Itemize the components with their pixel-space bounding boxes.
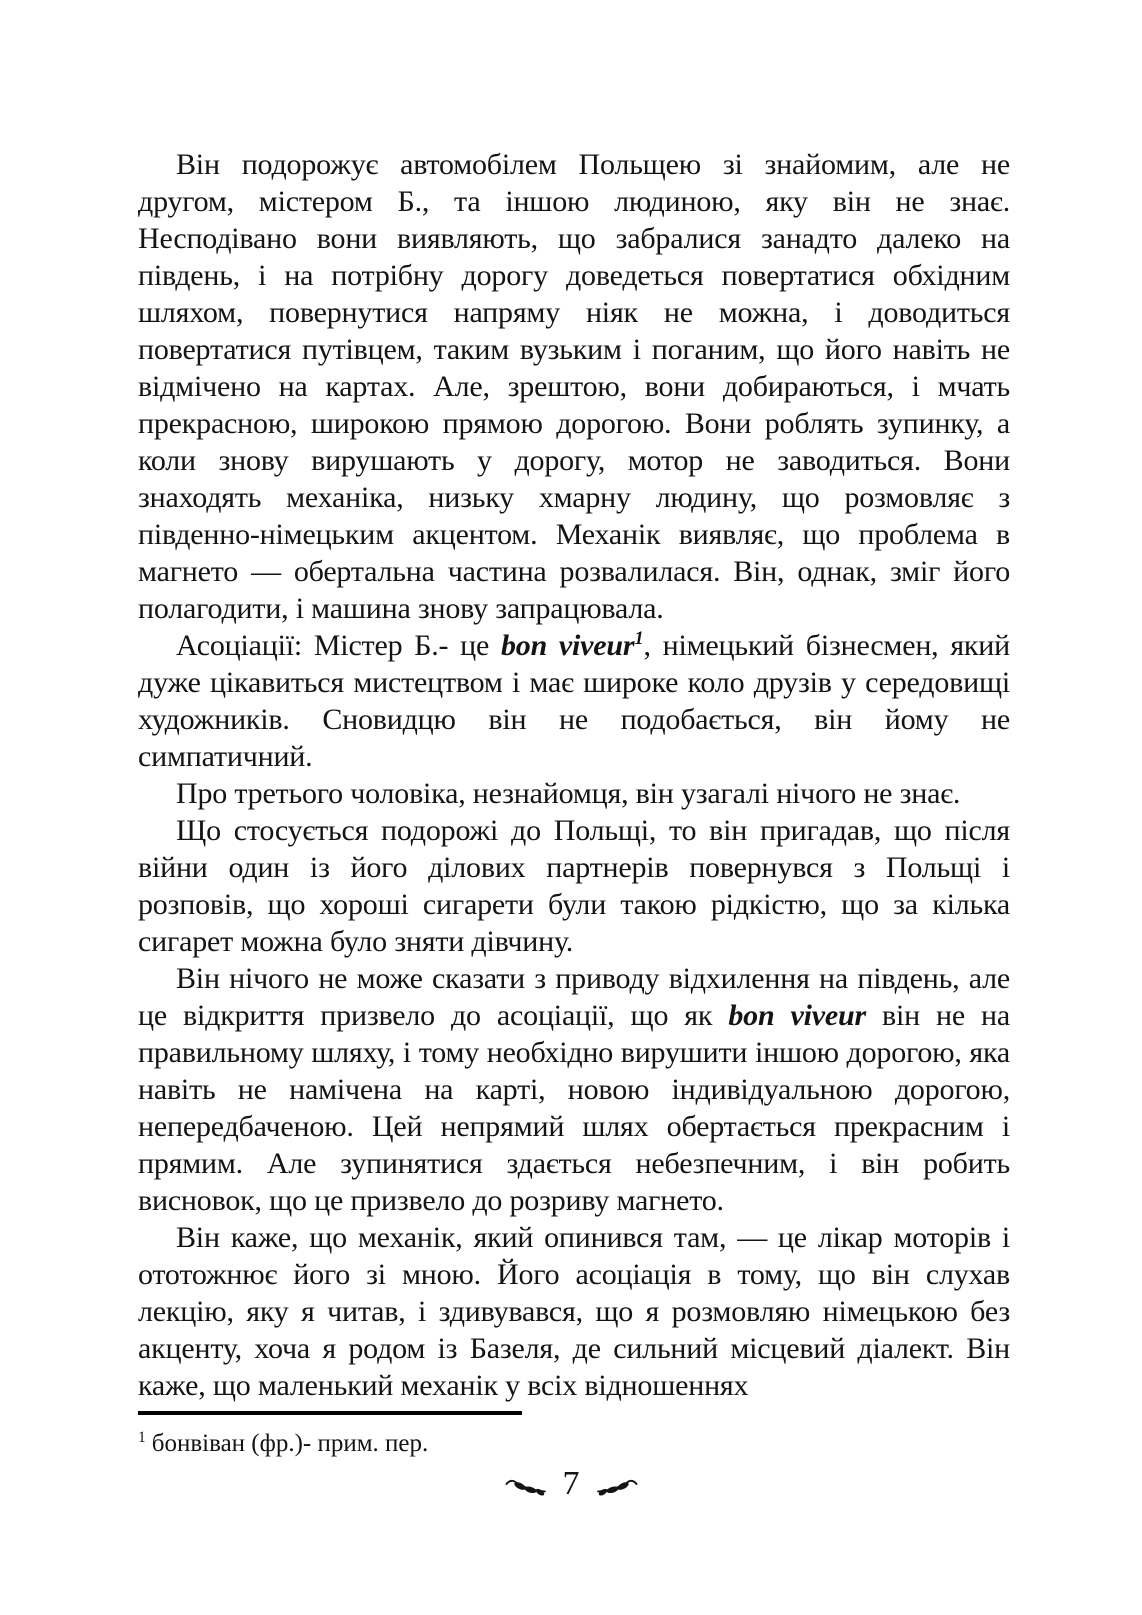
paragraph [138, 1219, 1010, 1404]
text-run: Асоціації: Містер Б.- це [176, 629, 501, 662]
text-run: Він каже, що механік, який опинився там, — це лікар моторів і ототожнює його зі мною. Його асоціація в тому, що він слухав лекцію, яку я читав, і здивувався, що я розмовляю німецькою без акценту, хоча я родом із Базеля, де сильний місцевий діалект. Він каже, що маленький механік у всіх відношеннях [138, 1221, 1010, 1402]
text-run: , німецький бізнесмен, який дуже цікавиться мистецтвом і має широке коло друзів у середовищі художників. Сновидцю він не подобається, він йому не симпатичний. [138, 629, 1011, 773]
footnote-divider [138, 1411, 522, 1415]
text-run: він не на правильному шляху, і тому необхідно вирушити іншою дорогою, яка навіть не намічена на карті, новою індивідуальною дорогою, непередбаченою. Цей непрямий шлях обертається прекрасним і прямим. Але зупинятися здається небезпечним, і він робить висновок, що це призвело до розриву магнето. [138, 999, 1011, 1217]
footnote-marker: 1 [138, 1428, 146, 1446]
paragraph [138, 146, 1010, 627]
body-text [138, 146, 1010, 1404]
leaf-flourish-right-icon [596, 1477, 638, 1502]
emphasized-text: bon viveur [728, 999, 866, 1032]
paragraph [138, 627, 1010, 775]
footnote-reference: 1 [634, 628, 644, 649]
footnote-text: бонвіван (фр.)- прим. пер. [151, 1430, 429, 1457]
leaf-flourish-left-icon [505, 1477, 547, 1502]
paragraph [138, 775, 1010, 812]
text-run: Він нічого не може сказати з приводу відхилення на південь, але це відкриття призвело до асоціації, що як [138, 962, 1010, 1032]
text-run: Про третього чоловіка, незнайомця, він узагалі нічого не знає. [176, 777, 961, 810]
footnote [138, 1428, 1010, 1460]
emphasized-text: bon viveur [500, 629, 635, 662]
page-number: 7 [562, 1465, 580, 1502]
text-run: Він подорожує автомобілем Польщею зі знайомим, але не другом, містером Б., та іншою людиною, яку він не знає. Несподівано вони виявляють, що забралися занадто далеко на південь, і на потрібну дорогу доведеться повертатися обхідним шляхом, повернутися напряму ніяк не можна, і доводиться повертатися путівцем, таким вузьким і поганим, що його навіть не відмічено на картах. Але, зрештою, вони добираються, і мчать прекрасною, широкою прямою дорогою. Вони роблять зупинку, а коли знову вирушають у дорогу, мотор не заводиться. Вони знаходять механіка, низьку хмарну людину, що розмовляє з південно-німецьким акцентом. Механік виявляє, що проблема в магнето — обертальна частина розвалилася. Він, однак, зміг його полагодити, і машина знову запрацювала. [138, 148, 1010, 625]
paragraph [138, 812, 1010, 960]
text-run: Що стосується подорожі до Польщі, то він пригадав, що після війни один із його ділових партнерів повернувся з Польщі і розповів, що хороші сигарети були такою рідкістю, що за кілька сигарет можна було зняти дівчину. [138, 814, 1010, 958]
page-footer [0, 1462, 1142, 1506]
paragraph [138, 960, 1010, 1219]
